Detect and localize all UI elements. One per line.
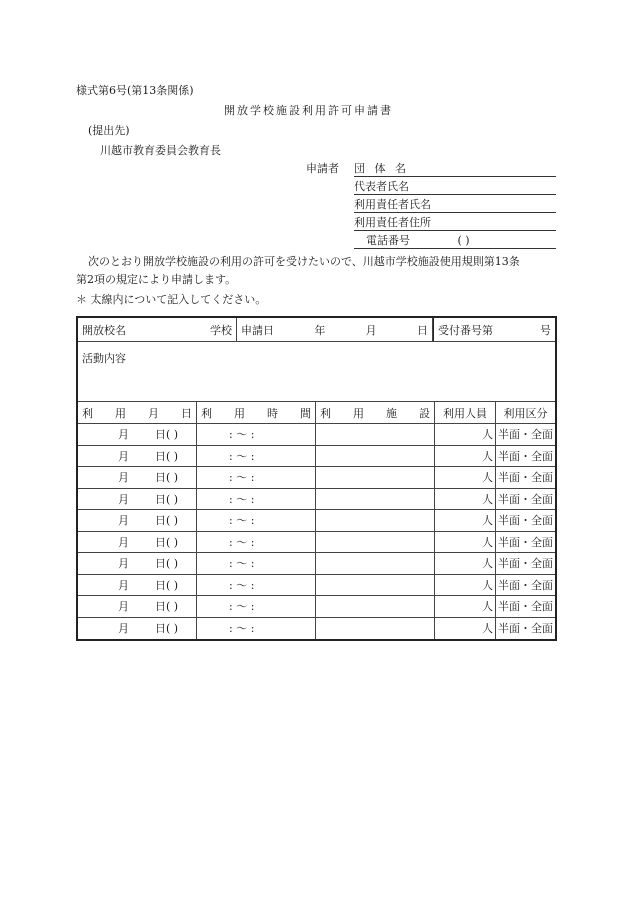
people-cell[interactable] (435, 446, 496, 467)
receipt-label: 受付番号第 (438, 323, 493, 337)
facility-h3: 設 (419, 406, 430, 420)
time-cell[interactable] (197, 489, 316, 510)
row-month: 月 (118, 428, 129, 442)
people-cell[interactable] (435, 553, 496, 574)
facility-cell[interactable] (316, 553, 435, 574)
people-cell[interactable] (435, 489, 496, 510)
facility-cell[interactable] (316, 510, 435, 531)
people-header-label: 利用人員 (443, 406, 487, 420)
people-cell[interactable] (435, 424, 496, 445)
date-cell[interactable] (78, 532, 197, 553)
school-name-label: 開放校名 (82, 323, 126, 337)
row-day: 日( ) (155, 535, 179, 549)
row-time: : 〜 : (229, 471, 255, 485)
row-category: 半面・全面 (498, 622, 553, 636)
note-text: ＊ 太線内について記入してください。 (76, 293, 267, 306)
facility-cell[interactable] (316, 532, 435, 553)
facility-h0: 利 (320, 406, 331, 420)
row-people-unit: 人 (482, 600, 493, 614)
facility-cell[interactable] (316, 424, 435, 445)
row-people-unit: 人 (482, 514, 493, 528)
time-cell[interactable] (197, 553, 316, 574)
date-day: 日 (416, 323, 428, 337)
people-cell[interactable] (435, 467, 496, 488)
applicant-label: 申請者 (306, 162, 339, 175)
submit-to-label: (提出先) (88, 124, 130, 137)
date-cell[interactable] (78, 618, 197, 640)
row-month: 月 (118, 578, 129, 592)
table-row (78, 489, 555, 511)
date-cell[interactable] (78, 596, 197, 617)
category-cell[interactable] (496, 575, 555, 596)
row-day: 日( ) (155, 428, 179, 442)
addressee: 川越市教育委員会教育長 (100, 144, 221, 157)
use-date-h1: 用 (115, 406, 126, 420)
application-date-label: 申請日 (241, 323, 274, 337)
activity-row (78, 342, 555, 402)
row-category: 半面・全面 (498, 535, 553, 549)
time-cell[interactable] (197, 467, 316, 488)
facility-cell[interactable] (316, 446, 435, 467)
row-time: : 〜 : (229, 578, 255, 592)
facility-cell[interactable] (316, 596, 435, 617)
table-row (78, 532, 555, 554)
responsible-name-label: 利用責任者氏名 (354, 198, 431, 211)
row-category: 半面・全面 (498, 600, 553, 614)
row-people-unit: 人 (482, 557, 493, 571)
date-cell[interactable] (78, 489, 197, 510)
table-row (78, 510, 555, 532)
representative-field[interactable] (354, 180, 556, 195)
school-date-row (78, 318, 555, 342)
row-time: : 〜 : (229, 492, 255, 506)
row-month: 月 (118, 622, 129, 636)
application-date-cell[interactable] (237, 318, 433, 341)
row-category: 半面・全面 (498, 449, 553, 463)
receipt-suffix: 号 (540, 323, 551, 337)
use-date-header (78, 402, 197, 423)
row-time: : 〜 : (229, 514, 255, 528)
activity-label: 活動内容 (82, 352, 126, 365)
date-cell[interactable] (78, 446, 197, 467)
people-header (435, 402, 496, 423)
time-cell[interactable] (197, 532, 316, 553)
use-time-header (197, 402, 316, 423)
activity-cell[interactable] (78, 342, 555, 401)
representative-label: 代表者氏名 (354, 180, 409, 193)
table-row (78, 575, 555, 597)
use-time-h2: 時 (267, 406, 278, 420)
category-cell[interactable] (496, 510, 555, 531)
school-name-cell[interactable] (78, 318, 237, 341)
facility-cell[interactable] (316, 618, 435, 640)
row-day: 日( ) (155, 622, 179, 636)
phone-label: 電話番号 (366, 234, 410, 247)
time-cell[interactable] (197, 575, 316, 596)
row-category: 半面・全面 (498, 557, 553, 571)
category-cell[interactable] (496, 467, 555, 488)
row-time: : 〜 : (229, 449, 255, 463)
use-date-h3: 日 (181, 406, 192, 420)
date-cell[interactable] (78, 424, 197, 445)
facility-h2: 施 (386, 406, 397, 420)
category-cell[interactable] (496, 489, 555, 510)
row-category: 半面・全面 (498, 471, 553, 485)
category-cell[interactable] (496, 446, 555, 467)
time-cell[interactable] (197, 596, 316, 617)
table-row (78, 618, 555, 640)
time-cell[interactable] (197, 424, 316, 445)
table-row (78, 446, 555, 468)
group-name-label: 団 体 名 (354, 162, 409, 175)
application-form-table (76, 316, 557, 641)
category-cell[interactable] (496, 532, 555, 553)
row-people-unit: 人 (482, 535, 493, 549)
row-people-unit: 人 (482, 622, 493, 636)
people-cell[interactable] (435, 510, 496, 531)
table-row (78, 424, 555, 446)
use-date-h2: 月 (148, 406, 159, 420)
row-day: 日( ) (155, 471, 179, 485)
category-cell[interactable] (496, 553, 555, 574)
use-time-h1: 用 (234, 406, 245, 420)
row-people-unit: 人 (482, 492, 493, 506)
time-cell[interactable] (197, 510, 316, 531)
facility-header (316, 402, 435, 423)
people-cell[interactable] (435, 575, 496, 596)
row-day: 日( ) (155, 557, 179, 571)
row-time: : 〜 : (229, 600, 255, 614)
row-day: 日( ) (155, 514, 179, 528)
row-month: 月 (118, 471, 129, 485)
school-suffix: 学校 (210, 323, 232, 337)
responsible-name-field[interactable] (354, 198, 556, 213)
row-people-unit: 人 (482, 428, 493, 442)
category-cell[interactable] (496, 424, 555, 445)
category-cell[interactable] (496, 618, 555, 640)
row-month: 月 (118, 535, 129, 549)
facility-cell[interactable] (316, 467, 435, 488)
row-category: 半面・全面 (498, 492, 553, 506)
table-row (78, 467, 555, 489)
row-people-unit: 人 (482, 449, 493, 463)
date-cell[interactable] (78, 510, 197, 531)
row-time: : 〜 : (229, 428, 255, 442)
row-month: 月 (118, 514, 129, 528)
receipt-number-cell (433, 318, 555, 341)
time-cell[interactable] (197, 618, 316, 640)
date-month: 月 (365, 323, 377, 337)
row-time: : 〜 : (229, 535, 255, 549)
form-number: 様式第6号(第13条関係) (76, 84, 194, 97)
group-name-field[interactable] (354, 162, 556, 177)
row-category: 半面・全面 (498, 514, 553, 528)
body-line-2: 第2項の規定により申請します。 (76, 273, 237, 286)
date-cell[interactable] (78, 467, 197, 488)
row-time: : 〜 : (229, 557, 255, 571)
category-header-label: 利用区分 (503, 406, 548, 420)
row-time: : 〜 : (229, 622, 255, 636)
use-date-h0: 利 (82, 406, 93, 420)
row-category: 半面・全面 (498, 428, 553, 442)
page-title: 開放学校施設利用許可申請書 (224, 104, 393, 117)
use-time-h3: 間 (300, 406, 311, 420)
table-row (78, 596, 555, 618)
use-time-h0: 利 (201, 406, 212, 420)
row-day: 日( ) (155, 449, 179, 463)
row-people-unit: 人 (482, 578, 493, 592)
date-cell[interactable] (78, 553, 197, 574)
row-month: 月 (118, 557, 129, 571)
date-year: 年 (314, 323, 326, 337)
row-month: 月 (118, 449, 129, 463)
responsible-address-label: 利用責任者住所 (354, 216, 431, 229)
time-cell[interactable] (197, 446, 316, 467)
body-line-1: 次のとおり開放学校施設の利用の許可を受けたいので、川越市学校施設使用規則第13条 (88, 255, 520, 268)
responsible-address-field[interactable] (354, 216, 556, 231)
row-day: 日( ) (155, 492, 179, 506)
row-day: 日( ) (155, 600, 179, 614)
row-people-unit: 人 (482, 471, 493, 485)
table-row (78, 553, 555, 575)
category-header (496, 402, 555, 423)
people-cell[interactable] (435, 532, 496, 553)
category-cell[interactable] (496, 596, 555, 617)
column-header-row (78, 402, 555, 424)
people-cell[interactable] (435, 596, 496, 617)
date-cell[interactable] (78, 575, 197, 596)
facility-cell[interactable] (316, 575, 435, 596)
facility-cell[interactable] (316, 489, 435, 510)
phone-field[interactable] (354, 234, 556, 249)
phone-parens: ( ) (457, 234, 470, 247)
facility-h1: 用 (353, 406, 364, 420)
row-month: 月 (118, 600, 129, 614)
row-day: 日( ) (155, 578, 179, 592)
row-month: 月 (118, 492, 129, 506)
row-category: 半面・全面 (498, 578, 553, 592)
people-cell[interactable] (435, 618, 496, 640)
